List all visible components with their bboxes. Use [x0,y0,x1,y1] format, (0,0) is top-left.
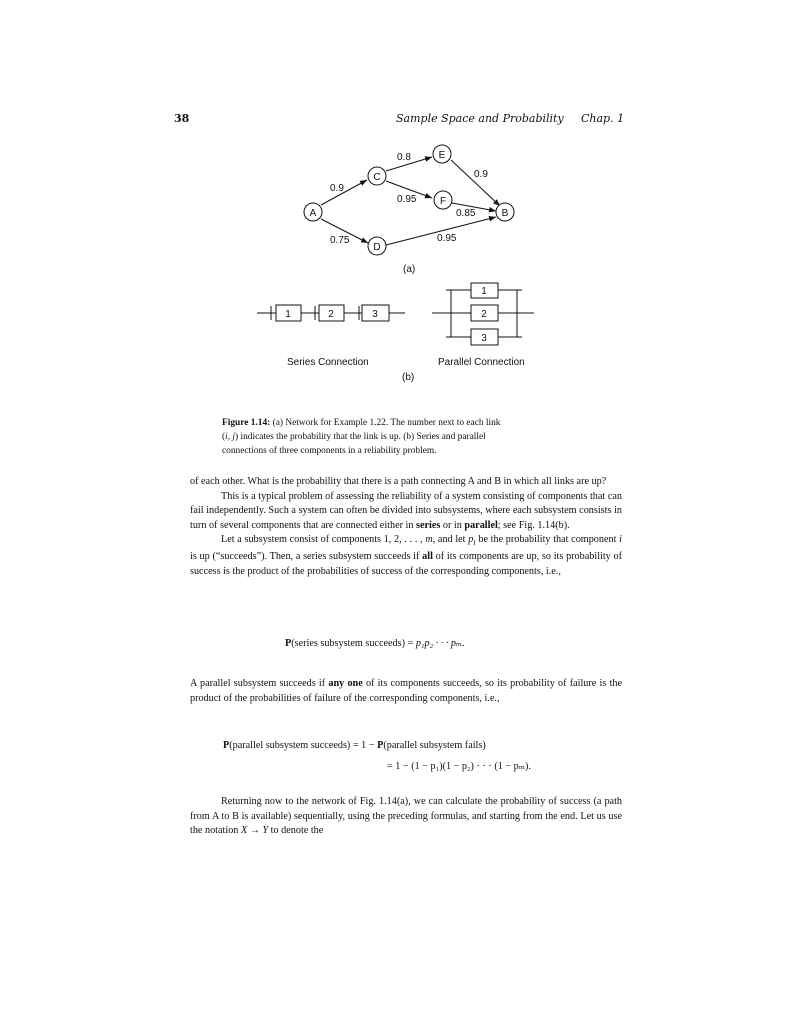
caption-line-3: connections of three components in a reliability problem. [222,446,437,456]
body-block-2 [190,677,622,706]
running-title: Sample Space and Probability [396,112,564,125]
series-label-3: 3 [372,309,378,320]
page-number: 38 [174,112,190,125]
node-label-c: C [373,172,381,183]
node-label-f: F [439,196,447,207]
equation-parallel-line-2: = 1 − (1 − p₁)(1 − p₂) · · · (1 − pₘ). [387,761,531,772]
paragraph-3: Let a subsystem consist of components 1, 2, . . . , m, and let $p_i$ be the probability that component i is up (“succeeds”). Then, a series subsystem succeeds if all of its components are up, so its probability of success is the product of the probabilities of success of the corresponding components, i.e., [190,534,623,577]
figure-1-14 [0,0,791,400]
caption-tag: Figure 1.14: [222,418,271,428]
caption-ij: i, j [225,432,236,442]
figure-sublabel-a: (a) [403,264,416,275]
node-label-e: E [438,150,446,161]
equation-parallel-line-1: P(parallel subsystem succeeds) = 1 − P(parallel subsystem fails) [223,740,486,751]
paragraph-2: This is a typical problem of assessing the reliability of a system consisting of components that can fail independently. Such a system can often be divided into subsystems, where each subsystem consists in turn of several components that are connected either in series or in parallel; see Fig. 1.14(b). [190,490,622,531]
parallel-connection-label: Parallel Connection [438,357,525,368]
series-label-1: 1 [285,309,291,320]
parallel-label-1: 1 [481,286,487,297]
paragraph-5: Returning now to the network of Fig. 1.14(a), we can calculate the probability of success (a path from A to B is available) sequentially, using the preceding formulas, and starting from the end. Let us use the notation X → Y to denote the [190,796,622,837]
caption-paren-open: ( [222,432,226,442]
paragraph-4: A parallel subsystem succeeds if any one of its components succeeds, so its probability of failure is the product of the probabilities of failure of the corresponding components, i.e., [190,678,623,704]
parallel-label-3: 3 [481,333,487,344]
edge-label-c-f: 0.95 [397,194,417,205]
figure-sublabel-b: (b) [402,372,415,383]
body-block-3 [190,795,622,839]
node-label-b: B [501,208,509,219]
caption-line-2: ) indicates the probability that the link is up. (b) Series and parallel [235,432,486,442]
equation-series: P(series subsystem succeeds) = p₁p₂ · · · pₘ. [285,638,465,649]
edge-label-e-b: 0.9 [474,169,488,180]
edge-label-d-b: 0.95 [437,233,457,244]
body-block-1 [190,475,622,579]
edge-a-c [321,180,367,205]
node-label-d: D [373,242,381,253]
edge-label-f-b: 0.85 [456,208,476,219]
caption-line-1: (a) Network for Example 1.22. The number next to each link [272,418,501,428]
figure-caption [222,416,602,458]
edge-e-b [451,160,500,206]
edge-label-a-c: 0.9 [330,183,344,194]
series-label-2: 2 [328,309,334,320]
series-connection-label: Series Connection [287,357,369,368]
edge-label-c-e: 0.8 [397,152,411,163]
paragraph-1: of each other. What is the probability that there is a path connecting A and B in which all links are up? [190,476,607,487]
edge-label-a-d: 0.75 [330,235,350,246]
node-label-a: A [309,208,317,219]
parallel-label-2: 2 [481,309,487,320]
chapter-label: Chap. 1 [581,112,625,125]
